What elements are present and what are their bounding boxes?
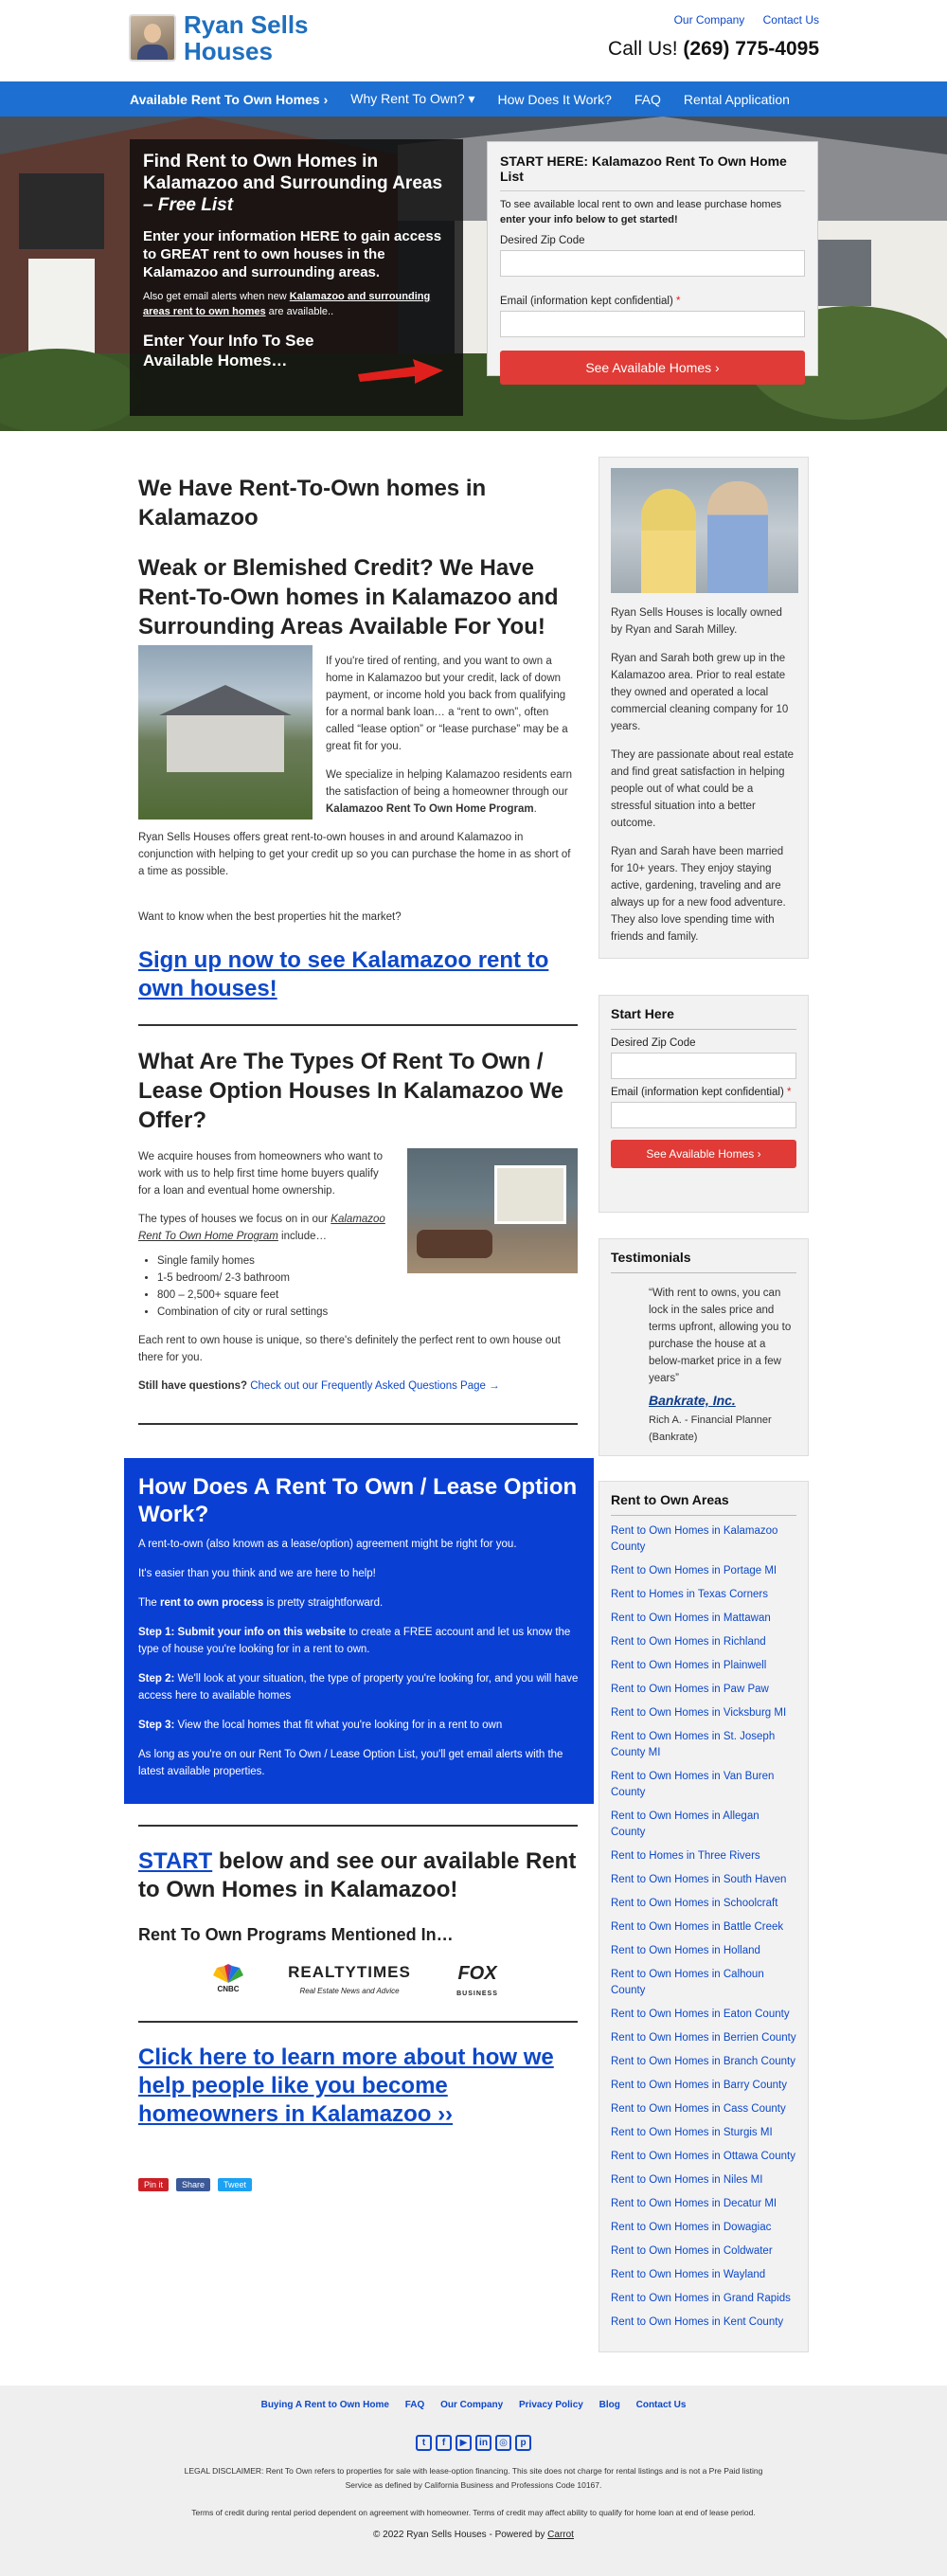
main-nav: [0, 81, 947, 117]
footer-link-faq[interactable]: FAQ: [404, 2400, 425, 2410]
step-2-bold: Step 2:: [138, 1673, 175, 1684]
hero-title-text: Find Rent to Own Homes in Kalamazoo and Surrounding Areas: [143, 152, 443, 193]
step-2-text: We'll look at your situation, the type of property you're looking for, and you will have access here to available homes: [138, 1673, 579, 1702]
questions-line: [138, 1378, 578, 1395]
copyright-text: © 2022 Ryan Sells Houses - Powered by: [373, 2530, 548, 2540]
divider: [138, 1024, 578, 1026]
list-item: • 1-5 bedroom/ 2-3 bathroom: [157, 1270, 578, 1287]
cnbc-logo: [209, 1964, 247, 1994]
required-marker: *: [676, 296, 681, 307]
fox-sub: BUSINESS: [456, 1991, 498, 1997]
hero-form-desc-text: To see available local rent to own and lease purchase homes: [500, 199, 782, 210]
header: [0, 0, 947, 81]
specialize-pre: We specialize in helping Kalamazoo residents earn the satisfaction of being a homeowner through our: [326, 769, 572, 798]
step-3-text: View the local homes that fit what you're looking for in a rent to own: [174, 1720, 503, 1731]
area-link[interactable]: Rent to Own Homes in Paw Paw: [611, 1684, 769, 1695]
nav-how-does-it-work[interactable]: How Does It Work?: [497, 91, 612, 107]
area-link[interactable]: Rent to Own Homes in Ottawa County: [611, 2151, 795, 2162]
area-link[interactable]: Rent to Own Homes in Barry County: [611, 2080, 787, 2091]
testimonial-quote: “With rent to owns, you can lock in the sales price and terms upfront, allowing you to purchase the house at a below-market price in a few years”: [649, 1288, 792, 1384]
contact-us-link[interactable]: Contact Us: [762, 13, 819, 27]
owners-photo: [611, 468, 798, 593]
avatar: [129, 14, 176, 62]
peacock-icon: [213, 1964, 243, 1983]
specialize-post: .: [533, 803, 537, 815]
list-item: • Single family homes: [157, 1252, 578, 1270]
press-logos: [138, 1962, 578, 1996]
linkedin-icon[interactable]: in: [475, 2435, 491, 2451]
signup-link[interactable]: Sign up now to see Kalamazoo rent to own houses!: [138, 947, 549, 1001]
hero-zip-input[interactable]: [500, 250, 805, 277]
credit-heading: Weak or Blemished Credit? We Have Rent-To-Own homes in Kalamazoo and Surrounding Areas Available For You!: [138, 555, 559, 639]
area-link[interactable]: Rent to Own Homes in Kalamazoo County: [611, 1525, 778, 1553]
specialize-bold: Kalamazoo Rent To Own Home Program: [326, 803, 534, 815]
page-title: We Have Rent-To-Own homes in Kalamazoo: [138, 476, 487, 531]
start-link[interactable]: START: [138, 1848, 213, 1874]
offers-paragraph: Ryan Sells Houses offers great rent-to-own houses in and around Kalamazoo in conjunction with helping to get your credit up so you can purchase the home in as short of a time as possible.: [138, 832, 571, 877]
carrot-link[interactable]: Carrot: [547, 2530, 574, 2540]
tweet-button[interactable]: Tweet: [218, 2178, 252, 2191]
types-pre: The types of houses we focus on in our: [138, 1214, 331, 1225]
area-link[interactable]: Rent to Own Homes in Dowagiac: [611, 2222, 772, 2233]
nav-why-rent-to-own[interactable]: Why Rent To Own? ▾: [350, 91, 475, 106]
hero: [0, 117, 947, 431]
hero-zip-label: Desired Zip Code: [500, 235, 585, 246]
hero-signup-form: [487, 141, 818, 376]
sidebar-zip-input[interactable]: [611, 1053, 796, 1079]
bb-p3-bold: rent to own process: [160, 1597, 264, 1609]
sidebar-areas: [599, 1481, 809, 2352]
areas-list: [611, 1523, 796, 2331]
legal-disclaimer: LEGAL DISCLAIMER: Rent To Own refers to properties for sale with lease-option financing. This site does not charge for rental listings and is not a Pre Paid listing Service as defined by California Business and Professions Code 10167.: [184, 2466, 763, 2490]
realtytimes-text: REALTYTIMES: [288, 1963, 411, 1981]
living-room-photo: [407, 1148, 578, 1273]
step-3: [138, 1717, 580, 1734]
area-link[interactable]: Rent to Own Homes in Wayland: [611, 2269, 766, 2280]
hero-form-desc: [500, 197, 805, 227]
footer-links: [0, 2400, 947, 2410]
pinterest-icon[interactable]: p: [515, 2435, 531, 2451]
area-link[interactable]: Rent to Own Homes in Sturgis MI: [611, 2127, 773, 2138]
hero-title-em: – Free List: [143, 195, 234, 215]
area-link[interactable]: Rent to Own Homes in Mattawan: [611, 1612, 771, 1624]
pin-it-button[interactable]: Pin it: [138, 2178, 169, 2191]
hero-small-pre: Also get email alerts when new: [143, 291, 290, 302]
area-link[interactable]: Rent to Own Homes in Portage MI: [611, 1565, 777, 1576]
area-link[interactable]: Rent to Own Homes in Decatur MI: [611, 2198, 777, 2209]
start-heading-rest: below and see our available Rent to Own Homes in Kalamazoo!: [138, 1848, 577, 1902]
sidebar-form-title: Start Here: [611, 1006, 796, 1030]
credit-terms: Terms of credit during rental period dependent on agreement with homeowner. Terms of credit may affect ability to qualify for home loan at end of lease period.: [191, 2508, 756, 2517]
types-section: [138, 1148, 578, 1321]
mentioned-heading: Rent To Own Programs Mentioned In…: [138, 1925, 454, 1944]
social-icons: [0, 2435, 947, 2451]
about-paragraph: They are passionate about real estate and find great satisfaction in helping people out of what could be a stressful situation into a better outcome.: [611, 749, 795, 829]
copyright: [0, 2530, 947, 2540]
footer-link-buying[interactable]: Buying A Rent to Own Home: [260, 2400, 389, 2410]
instagram-icon[interactable]: ◎: [495, 2435, 511, 2451]
hero-email-label: [500, 296, 805, 307]
area-link[interactable]: Rent to Own Homes in South Haven: [611, 1874, 787, 1885]
hero-subtitle: Enter your information HERE to gain access to GREAT rent to own houses in the Kalamazoo and surrounding areas.: [143, 228, 442, 280]
fox-text: FOX: [457, 1963, 497, 1984]
area-link[interactable]: Rent to Own Homes in Plainwell: [611, 1660, 767, 1671]
area-link[interactable]: Rent to Own Homes in Coldwater: [611, 2245, 773, 2257]
phone-number[interactable]: (269) 775-4095: [683, 38, 819, 60]
footer-link-company[interactable]: Our Company: [440, 2400, 504, 2410]
area-link[interactable]: Rent to Own Homes in Berrien County: [611, 2032, 796, 2044]
how-it-works-box: [124, 1458, 594, 1804]
area-link[interactable]: Rent to Own Homes in Richland: [611, 1636, 766, 1648]
bb-para: A rent-to-own (also known as a lease/option) agreement might be right for you.: [138, 1539, 517, 1550]
intro-paragraph: If you're tired of renting, and you want to own a home in Kalamazoo but your credit, lack of down payment, or income hold you back from qualifying for a normal bank loan… a “rent to own”, often called “lease option” or “lease purchase” may be a great fit for you.: [326, 656, 568, 752]
area-link[interactable]: Rent to Own Homes in Eaton County: [611, 2009, 790, 2020]
bb-p3-pre: The: [138, 1597, 161, 1609]
hero-see-homes-button[interactable]: See Available Homes ›: [500, 351, 805, 385]
sidebar-zip-label: Desired Zip Code: [611, 1037, 696, 1049]
bb-para: It's easier than you think and we are here to help!: [138, 1568, 376, 1579]
areas-title: Rent to Own Areas: [611, 1492, 796, 1516]
area-link[interactable]: Rent to Own Homes in Branch County: [611, 2056, 795, 2067]
testimonial-author: Rich A. - Financial Planner (Bankrate): [649, 1414, 772, 1443]
questions-bold: Still have questions?: [138, 1380, 248, 1392]
hero-form-desc-bold: enter your info below to get started!: [500, 214, 678, 225]
faq-link[interactable]: Check out our Frequently Asked Questions Page →: [250, 1380, 500, 1392]
sidebar-testimonials: [599, 1238, 809, 1456]
main-content: [138, 474, 578, 1446]
footer: [0, 2386, 947, 2576]
bankrate-logo: Bankrate, Inc.: [649, 1393, 736, 1408]
youtube-icon[interactable]: ▶: [456, 2435, 472, 2451]
lower-content: [138, 1825, 578, 2191]
footer-link-blog[interactable]: Blog: [599, 2400, 620, 2410]
unique-paragraph: Each rent to own house is unique, so there's definitely the perfect rent to own house out there for you.: [138, 1335, 561, 1363]
area-link[interactable]: Rent to Own Homes in St. Joseph County MI: [611, 1731, 776, 1758]
realtytimes-sub: Real Estate News and Advice: [299, 1987, 400, 1995]
area-link[interactable]: Rent to Own Homes in Allegan County: [611, 1810, 759, 1838]
logo[interactable]: [129, 11, 309, 64]
testimonials-title: Testimonials: [611, 1250, 796, 1273]
area-link[interactable]: Rent to Own Homes in Van Buren County: [611, 1771, 775, 1798]
our-company-link[interactable]: Our Company: [673, 13, 745, 27]
start-heading: [138, 1847, 578, 1904]
logo-text: [184, 11, 309, 64]
sidebar-form: [599, 995, 809, 1213]
market-question: Want to know when the best properties hit the market?: [138, 911, 402, 923]
hero-small-link[interactable]: Kalamazoo and surrounding areas rent to own homes: [143, 291, 431, 317]
twitter-icon[interactable]: t: [416, 2435, 432, 2451]
about-paragraph: Ryan and Sarah have been married for 10+ years. They enjoy staying active, gardening, traveling and are always up for a new food adventure. They also love spending time with friends and family.: [611, 846, 786, 943]
sidebar-email-label: [611, 1087, 796, 1098]
nav-faq[interactable]: FAQ: [634, 91, 661, 107]
step-3-bold: Step 3:: [138, 1720, 175, 1731]
step-1-text: to create a FREE account and let us know the type of house you're looking for in a rent to own.: [138, 1627, 571, 1655]
about-paragraph: Ryan and Sarah both grew up in the Kalamazoo area. Prior to real estate they owned and operated a local commercial cleaning company for 10 years.: [611, 653, 789, 732]
sidebar-email-input[interactable]: [611, 1102, 796, 1128]
required-marker: *: [787, 1087, 792, 1098]
bb-para: [138, 1594, 580, 1612]
area-link[interactable]: Rent to Own Homes in Niles MI: [611, 2174, 763, 2186]
fox-business-logo: [448, 1963, 507, 1995]
logo-line2: Houses: [184, 37, 273, 65]
hero-small-post: are available..: [265, 306, 334, 317]
top-links: [659, 13, 819, 27]
types-heading: What Are The Types Of Rent To Own / Lease Option Houses In Kalamazoo We Offer?: [138, 1049, 563, 1133]
facebook-share-button[interactable]: Share: [176, 2178, 210, 2191]
logo-line1: Ryan Sells: [184, 10, 309, 39]
hero-title: [143, 151, 450, 216]
types-post: include…: [277, 1231, 327, 1242]
list-item: • Combination of city or rural settings: [157, 1304, 578, 1321]
area-link[interactable]: Rent to Own Homes in Cass County: [611, 2103, 786, 2115]
about-paragraph: Ryan Sells Houses is locally owned by Ryan and Sarah Milley.: [611, 607, 782, 636]
hero-email-label-text: Email (information kept confidential): [500, 296, 673, 307]
area-link[interactable]: Rent to Homes in Texas Corners: [611, 1589, 768, 1600]
area-link[interactable]: Rent to Own Homes in Kent County: [611, 2316, 784, 2328]
house-photo: [138, 645, 313, 820]
divider: [138, 1423, 578, 1425]
footer-link-privacy[interactable]: Privacy Policy: [519, 2400, 583, 2410]
step-1: [138, 1624, 580, 1658]
how-it-works-title: How Does A Rent To Own / Lease Option Work?: [138, 1474, 578, 1527]
share-buttons: [138, 2178, 578, 2191]
call-label: Call Us!: [608, 38, 678, 60]
list-item: • 800 – 2,500+ square feet: [157, 1287, 578, 1304]
hero-cta-text: Enter Your Info To See Available Homes…: [143, 332, 314, 369]
hero-form-title: START HERE: Kalamazoo Rent To Own Home List: [500, 153, 805, 191]
acquire-paragraph: We acquire houses from homeowners who want to work with us to help first time home buyers qualify for a loan and eventual home ownership.: [138, 1151, 384, 1197]
area-link[interactable]: Rent to Own Homes in Schoolcraft: [611, 1898, 778, 1909]
bb-para: As long as you're on our Rent To Own / Lease Option List, you'll get email alerts with the latest available properties.: [138, 1749, 563, 1777]
red-arrow-icon: [358, 357, 443, 386]
realtytimes-logo: [274, 1963, 425, 1995]
facebook-icon[interactable]: f: [436, 2435, 452, 2451]
divider: [138, 1825, 578, 1827]
area-link[interactable]: Rent to Homes in Three Rivers: [611, 1850, 760, 1862]
hero-small-text: [143, 289, 450, 319]
testimonial-signature: [649, 1393, 796, 1408]
call-us: [608, 38, 819, 61]
nav-rental-application[interactable]: Rental Application: [683, 91, 790, 107]
hero-email-input[interactable]: [500, 311, 805, 337]
footer-link-contact[interactable]: Contact Us: [635, 2400, 687, 2410]
area-link[interactable]: Rent to Own Homes in Holland: [611, 1945, 760, 1956]
area-link[interactable]: Rent to Own Homes in Battle Creek: [611, 1921, 784, 1933]
nav-available-homes[interactable]: Available Rent To Own Homes ›: [130, 91, 329, 107]
cnbc-text: CNBC: [217, 1985, 240, 1993]
program-link[interactable]: Kalamazoo Rent To Own Home Program: [138, 1214, 385, 1242]
bb-p3-post: is pretty straightforward.: [263, 1597, 384, 1609]
step-1-bold: Step 1: Submit your info on this website: [138, 1627, 347, 1638]
area-link[interactable]: Rent to Own Homes in Calhoun County: [611, 1969, 764, 1996]
area-link[interactable]: Rent to Own Homes in Vicksburg MI: [611, 1707, 787, 1719]
sidebar-about: [599, 457, 809, 959]
divider: [138, 2021, 578, 2023]
step-2: [138, 1670, 580, 1704]
sidebar-see-homes-button[interactable]: See Available Homes ›: [611, 1140, 796, 1168]
sidebar-email-label-text: Email (information kept confidential): [611, 1087, 784, 1098]
learn-more-link[interactable]: Click here to learn more about how we help people like you become homeowners in Kalamazoo ››: [138, 2045, 554, 2127]
area-link[interactable]: Rent to Own Homes in Grand Rapids: [611, 2293, 791, 2304]
